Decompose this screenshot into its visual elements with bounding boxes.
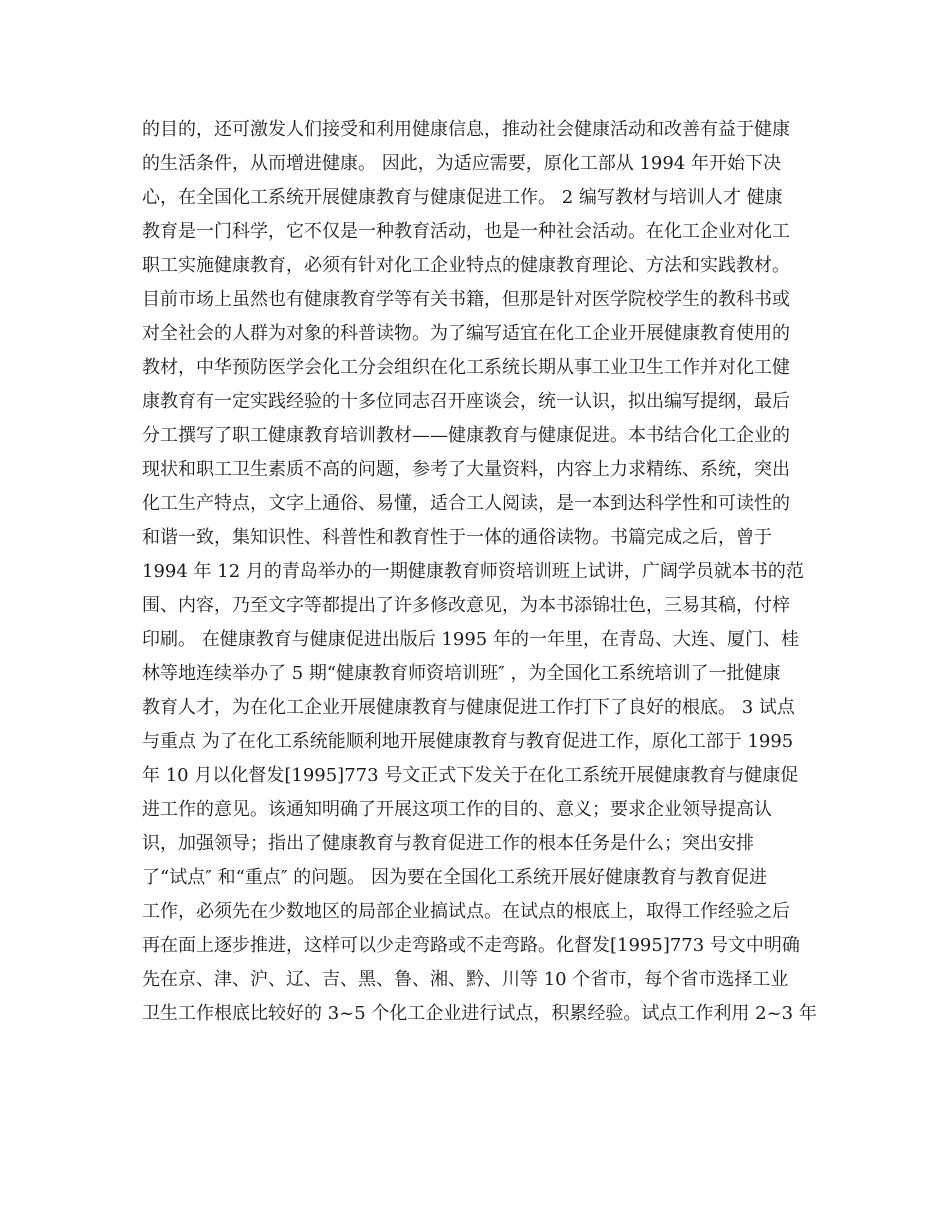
text-line: 进工作的意见。该通知明确了开展这项工作的目的、意义；要求企业领导提高认 — [142, 799, 772, 820]
text-line: 1994 年 12 月的青岛举办的一期健康教育师资培训班上试讲，广阔学员就本书的范 — [142, 561, 804, 582]
text-line: 分工撰写了职工健康教育培训教材——健康教育与健康促进。本书结合化工企业的 — [142, 425, 790, 446]
text-line: 卫生工作根底比较好的 3~5 个化工企业进行试点，积累经验。试点工作利用 2~3 年 — [142, 1003, 817, 1024]
text-line: 林等地连续举办了 5 期“健康教育师资培训班″ ，为全国化工系统培训了一批健康 — [142, 663, 781, 684]
text-line: 和谐一致，集知识性、科普性和教育性于一体的通俗读物。书篇完成之后，曾于 — [142, 527, 772, 548]
text-line: 职工实施健康教育，必须有针对化工企业特点的健康教育理论、方法和实践教材。 — [142, 255, 790, 276]
text-line: 教材，中华预防医学会化工分会组织在化工系统长期从事工业卫生工作并对化工健 — [142, 357, 790, 378]
text-line: 识，加强领导；指出了健康教育与教育促进工作的根本任务是什么；突出安排 — [142, 833, 754, 854]
text-line: 教育是一门科学，它不仅是一种教育活动，也是一种社会活动。在化工企业对化工 — [142, 221, 790, 242]
text-line: 年 10 月以化督发[1995]773 号文正式下发关于在化工系统开展健康教育与健康促 — [142, 765, 799, 786]
text-line: 现状和职工卫生素质不高的问题，参考了大量资料，内容上力求精练、系统，突出 — [142, 459, 790, 480]
text-line: 工作，必须先在少数地区的局部企业搞试点。在试点的根底上，取得工作经验之后 — [142, 901, 790, 922]
body-text — [142, 113, 832, 1031]
text-line: 心，在全国化工系统开展健康教育与健康促进工作。 2 编写教材与培训人才 健康 — [142, 187, 783, 208]
text-line: 对全社会的人群为对象的科普读物。为了编写适宜在化工企业开展健康教育使用的 — [142, 323, 790, 344]
text-line: 的生活条件，从而增进健康。 因此，为适应需要，原化工部从 1994 年开始下决 — [142, 153, 781, 174]
text-line: 先在京、津、沪、辽、吉、黑、鲁、湘、黔、川等 10 个省市，每个省市选择工业 — [142, 969, 789, 990]
text-line: 的目的，还可激发人们接受和利用健康信息，推动社会健康活动和改善有益于健康 — [142, 119, 790, 140]
text-line: 与重点 为了在化工系统能顺利地开展健康教育与教育促进工作，原化工部于 1995 — [142, 731, 794, 752]
text-line: 围、内容，乃至文字等都提出了许多修改意见，为本书添锦壮色，三易其稿，付梓 — [142, 595, 790, 616]
text-line: 了“试点″ 和“重点″ 的问题。 因为要在全国化工系统开展好健康教育与教育促进 — [142, 867, 768, 888]
text-line: 目前市场上虽然也有健康教育学等有关书籍，但那是针对医学院校学生的教科书或 — [142, 289, 790, 310]
text-line: 印刷。 在健康教育与健康促进出版后 1995 年的一年里，在青岛、大连、厦门、桂 — [142, 629, 799, 650]
text-line: 再在面上逐步推进，这样可以少走弯路或不走弯路。化督发[1995]773 号文中明确 — [142, 935, 800, 956]
text-line: 康教育有一定实践经验的十多位同志召开座谈会，统一认识，拟出编写提纲，最后 — [142, 391, 790, 412]
text-line: 教育人才，为在化工企业开展健康教育与健康促进工作打下了良好的根底。 3 试点 — [142, 697, 795, 718]
text-line: 化工生产特点，文字上通俗、易懂，适合工人阅读，是一本到达科学性和可读性的 — [142, 493, 790, 514]
